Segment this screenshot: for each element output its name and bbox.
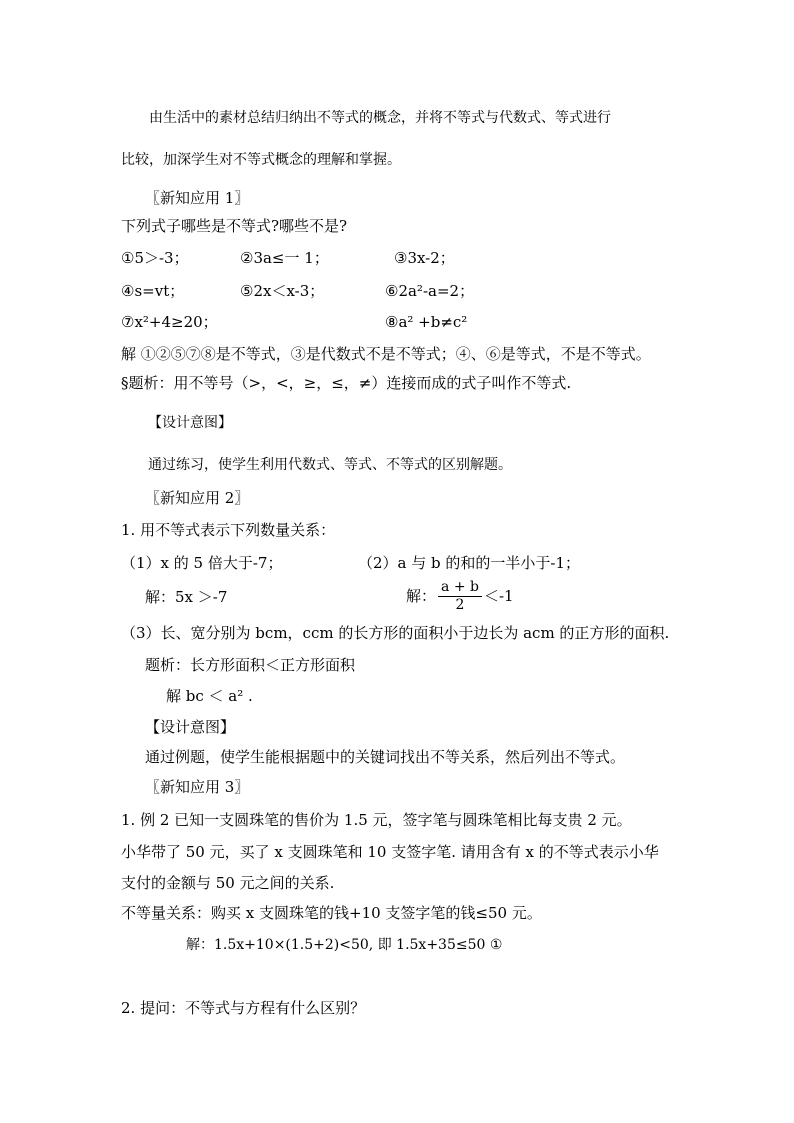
ineq-item-3: ③3x-2； bbox=[394, 249, 455, 267]
part-1: （1）x 的 5 倍大于-7； bbox=[121, 554, 283, 572]
section1-heading: 〖新知应用 1〗 bbox=[145, 189, 250, 207]
inequality-relation: 不等量关系：购买 x 支圆珠笔的钱+10 支签字笔的钱≤50 元。 bbox=[121, 904, 542, 922]
ineq-item-1: ①5＞-3； bbox=[121, 249, 189, 267]
section3-heading: 〖新知应用 3〗 bbox=[145, 778, 250, 796]
part-3-analysis: 题析：长方形面积＜正方形面积 bbox=[145, 656, 356, 674]
example-solution: 解：1.5x+10×(1.5+2)<50, 即 1.5x+35≤50 ① bbox=[186, 937, 503, 953]
intro-line-1: 由生活中的素材总结归纳出不等式的概念，并将不等式与代数式、等式进行 bbox=[149, 110, 611, 126]
example-line-2: 小华带了 50 元，买了 x 支圆珠笔和 10 支签字笔. 请用含有 x 的不等式表示小华 bbox=[121, 843, 659, 861]
section1-design-text: 通过练习，使学生利用代数式、等式、不等式的区别解题。 bbox=[148, 457, 512, 473]
ineq-item-4: ④s=vt； bbox=[121, 282, 185, 300]
solution-2-prefix: 解： bbox=[406, 587, 437, 605]
fraction-numerator: a + b bbox=[438, 579, 482, 597]
section1-question: 下列式子哪些是不等式?哪些不是? bbox=[121, 217, 348, 235]
section1-design-title: 【设计意图】 bbox=[148, 415, 232, 431]
fraction bbox=[438, 579, 482, 614]
intro-line-2: 比较，加深学生对不等式概念的理解和掌握。 bbox=[121, 152, 401, 168]
fraction-denominator: 2 bbox=[455, 596, 465, 613]
part-3: （3）长、宽分别为 bcm，ccm 的长方形的面积小于边长为 acm 的正方形的面积. bbox=[121, 624, 670, 642]
section2-design-text: 通过例题，使学生能根据题中的关键词找出不等关系，然后列出不等式。 bbox=[145, 748, 626, 766]
ineq-item-5: ⑤2x＜x-3； bbox=[240, 282, 325, 300]
ineq-item-2: ②3a≤一 1； bbox=[240, 249, 329, 267]
section2-question-1: 1. 用不等式表示下列数量关系： bbox=[121, 521, 336, 539]
example-line-1: 1. 例 2 已知一支圆珠笔的售价为 1.5 元，签字笔与圆珠笔相比每支贵 2 元。 bbox=[121, 811, 632, 829]
section1-note: §题析：用不等号（>，<，≥，≤，≠）连接而成的式子叫作不等式. bbox=[121, 374, 572, 392]
section2-design-title: 【设计意图】 bbox=[145, 718, 236, 736]
solution-3: 解 bc ＜ a² . bbox=[166, 687, 253, 705]
ineq-item-7: ⑦x²+4≥20； bbox=[121, 313, 218, 331]
section1-answer: 解 ①②⑤⑦⑧是不等式，③是代数式不是不等式；④、⑥是等式，不是不等式。 bbox=[121, 345, 651, 363]
question-2: 2. 提问：不等式与方程有什么区别？ bbox=[121, 999, 366, 1017]
ineq-item-8: ⑧a² +b≠c² bbox=[385, 313, 468, 331]
example-line-3: 支付的金额与 50 元之间的关系. bbox=[121, 874, 335, 892]
solution-2 bbox=[406, 571, 514, 621]
ineq-item-6: ⑥2a²-a=2； bbox=[385, 282, 475, 300]
solution-1: 解：5x ＞-7 bbox=[145, 588, 228, 606]
solution-2-suffix: ＜-1 bbox=[483, 587, 514, 605]
section2-heading: 〖新知应用 2〗 bbox=[145, 489, 250, 507]
part-2: （2）a 与 b 的和的一半小于-1； bbox=[358, 554, 581, 572]
